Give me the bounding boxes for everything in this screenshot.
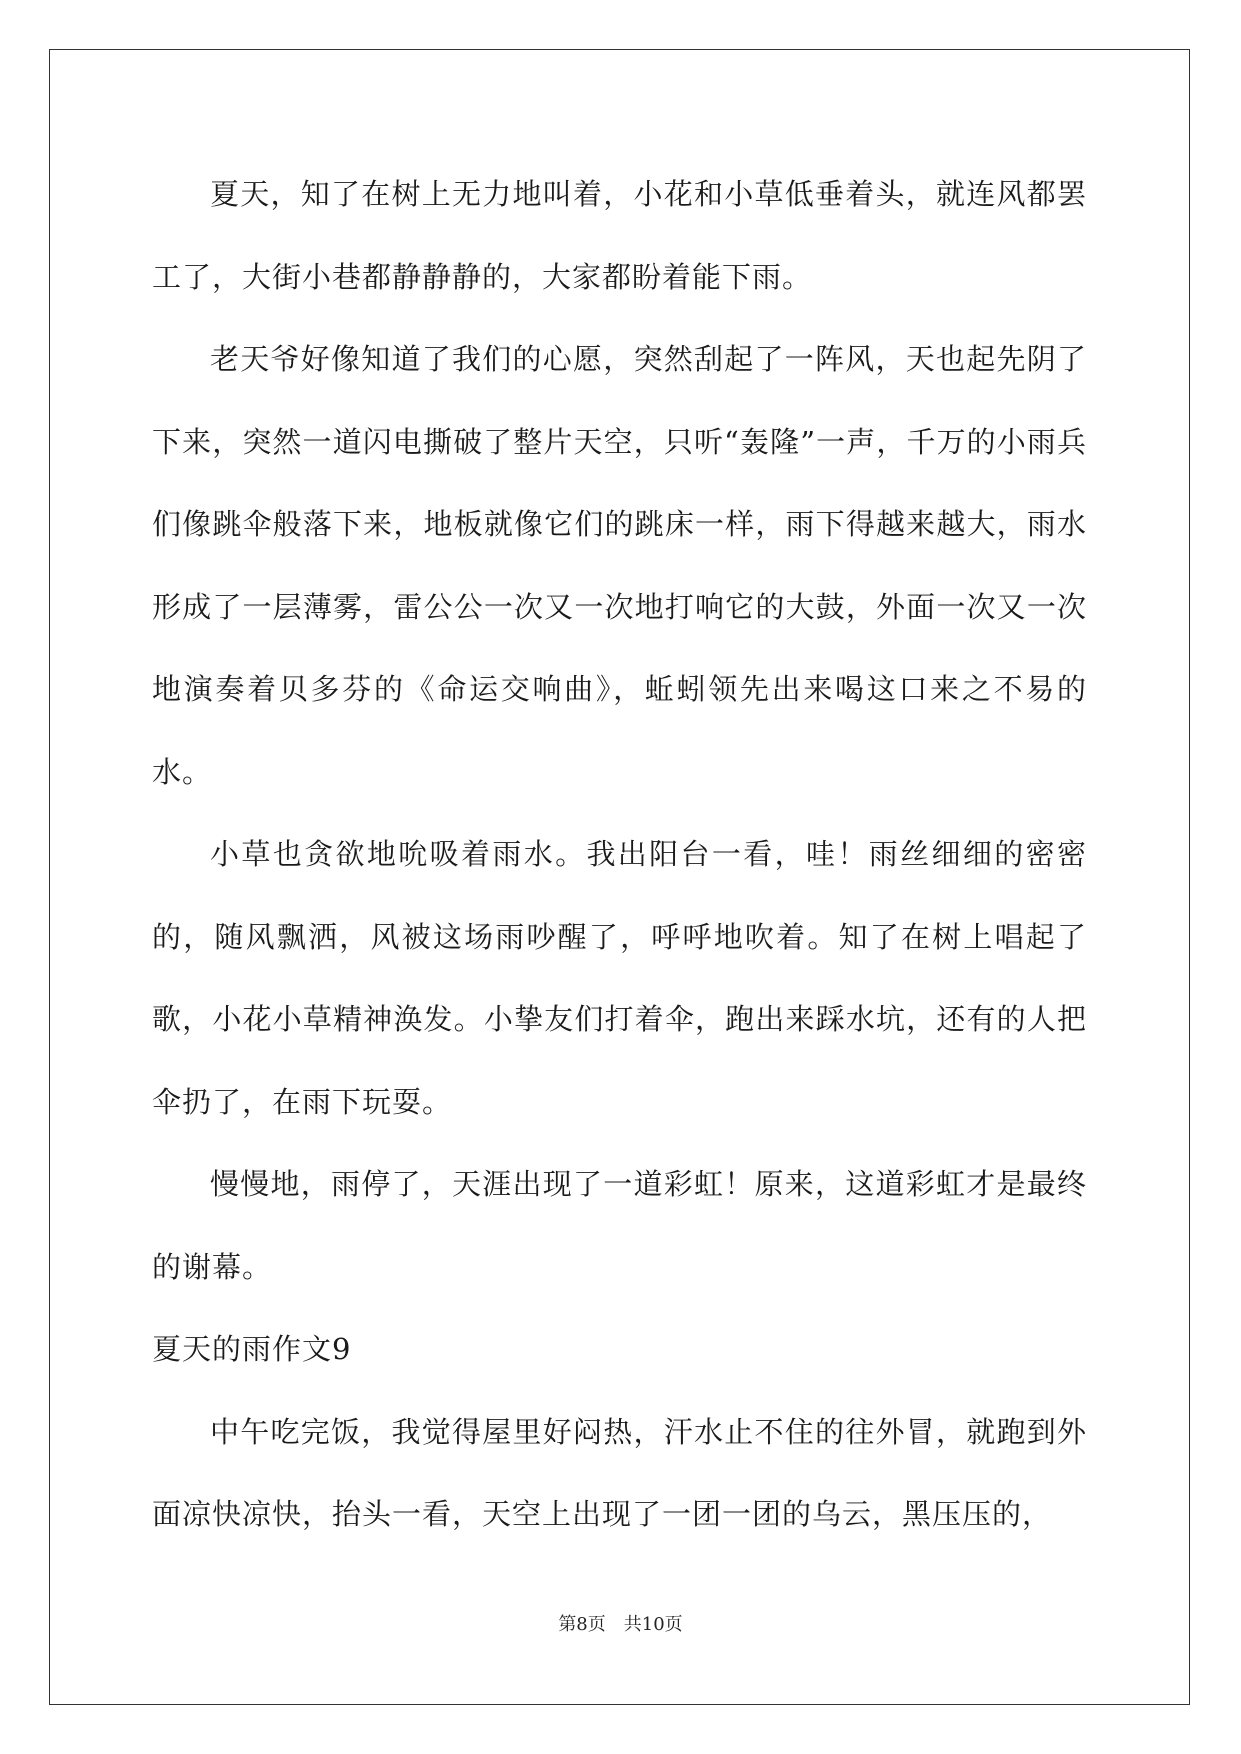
- paragraph: 夏天，知了在树上无力地叫着，小花和小草低垂着头，就连风都罢工了，大街小巷都静静静的，大家都盼着能下雨。: [152, 177, 1087, 294]
- paragraph: 小草也贪欲地吮吸着雨水。我出阳台一看，哇！雨丝细细的密密的，随风飘洒，风被这场雨吵醒了，呼呼地吹着。知了在树上唱起了歌，小花小草精神涣发。小挚友们打着伞，跑出来踩水坑，还有的人把伞扔了，在雨下玩耍。: [152, 837, 1087, 1119]
- page-number-footer: 第8页 共10页: [558, 1614, 683, 1635]
- paragraph: 慢慢地，雨停了，天涯出现了一道彩虹！原来，这道彩虹才是最终的谢幕。: [152, 1167, 1087, 1284]
- paragraph: 中午吃完饭，我觉得屋里好闷热，汗水止不住的往外冒，就跑到外面凉快凉快，抬头一看，天空上出现了一团一团的乌云，黑压压的，: [152, 1414, 1087, 1531]
- section-heading: 夏天的雨作文9: [152, 1332, 352, 1366]
- document-body: [152, 153, 1087, 1556]
- paragraph: 老天爷好像知道了我们的心愿，突然刮起了一阵风，天也起先阴了下来，突然一道闪电撕破了整片天空，只听“轰隆”一声，千万的小雨兵们像跳伞般落下来，地板就像它们的跳床一样，雨下得越来越大，雨水形成了一层薄雾，雷公公一次又一次地打响它的大鼓，外面一次又一次地演奏着贝多芬的《命运交响曲》，蚯蚓领先出来喝这口来之不易的水。: [152, 342, 1087, 789]
